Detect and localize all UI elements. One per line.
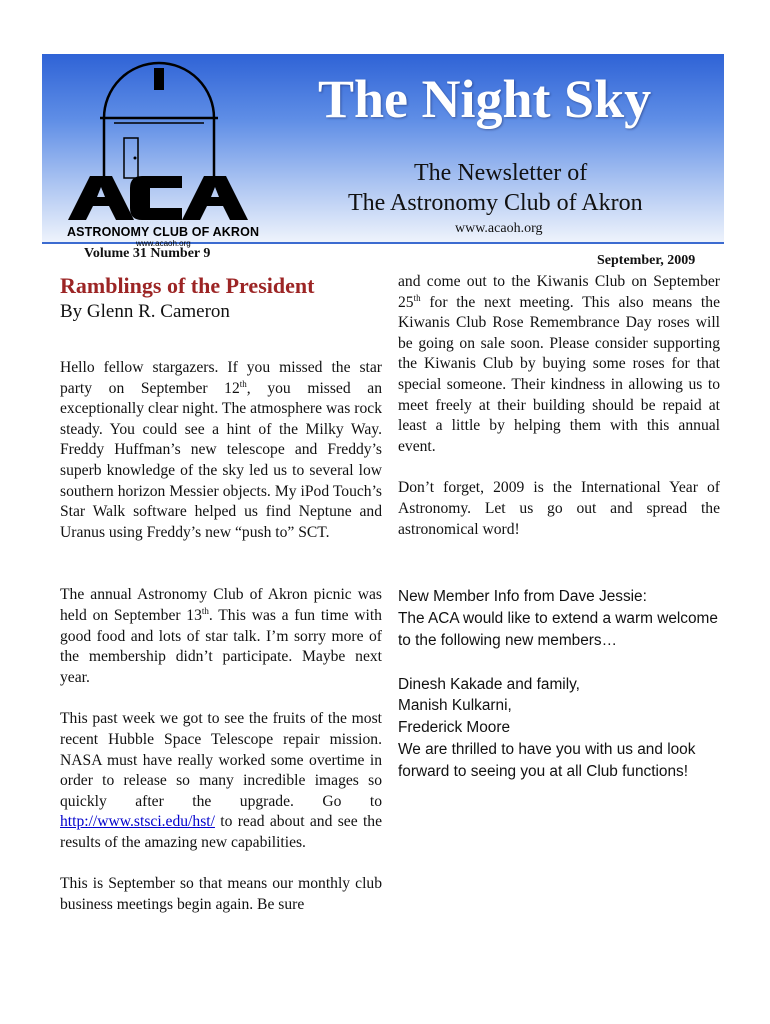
new-member-closing: We are thrilled to have you with us and look forward to seeing you at all Club functions! [398, 740, 696, 780]
p1-text-b: , you missed an exceptionally clear night. The atmosphere was rock steady. You could see a hint of the Milky Way. Freddy Huffman’s new telescope and Freddy’s superb knowledge of the sky led us to several low southern horizon Messier objects. My iPod Touch’s Star Walk software helped us find Neptune and Uranus using Freddy’s new “push to” SCT. [60, 379, 382, 541]
paragraph-september: This is September so that means our monthly club business meetings begin again. Be sure [60, 875, 382, 914]
paragraph-kiwanis [398, 272, 720, 457]
paragraph-hubble [60, 709, 382, 853]
new-member-section [398, 586, 720, 782]
p2-sup: th [201, 605, 209, 616]
new-member-heading: New Member Info from Dave Jessie: [398, 588, 647, 606]
issue-number: Volume 31 Number 9 [84, 246, 211, 261]
dome-slit [154, 68, 164, 90]
p2-text-a: The annual Astronomy Club of Akron picnic was held on September 13 [60, 586, 382, 624]
p2-text-b: . This was a fun time with good food and lots of star talk. I’m sorry more of the membership didn’t participate. Maybe next year. [60, 606, 382, 686]
r1-text-b: for the next meeting. This also means the Kiwanis Club Rose Remembrance Day roses will be going on sale soon. Please consider supporting the Kiwanis Club by buying some roses for that special someone. Their kindness in allowing us to meet freely at their building should be repaid at least a little by helping them with this annual event. [398, 293, 720, 455]
logo-url: www.acaoh.org [136, 239, 191, 248]
r1-sup: th [413, 292, 421, 303]
stsci-link[interactable]: http://www.stsci.edu/hst/ [60, 813, 215, 831]
newsletter-title: The Night Sky [318, 69, 652, 129]
paragraph-star-party [60, 358, 382, 543]
p3-text-b: to read about and see the results of the amazing new capabilities. [60, 813, 382, 851]
r1-text-a: and come out to the Kiwanis Club on September 25 [398, 273, 720, 311]
website-url[interactable]: www.acaoh.org [455, 221, 543, 236]
new-member-name: Dinesh Kakade and family, [398, 675, 580, 693]
issue-date: September, 2009 [597, 253, 696, 268]
paragraph-picnic [60, 585, 382, 688]
aca-a-left [68, 176, 134, 220]
new-member-name: Frederick Moore [398, 719, 511, 737]
article-byline: By Glenn R. Cameron [60, 301, 230, 322]
logo-club-name: ASTRONOMY CLUB OF AKRON [67, 225, 259, 239]
p3-text-a: This past week we got to see the fruits of the most recent Hubble Space Telescope repair mission. NASA must have really worked some overtime in order to release so many incredible images so quickly after the upgrade. Go to [60, 710, 382, 810]
paragraph-iya: Don’t forget, 2009 is the International Year of Astronomy. Let us go out and spread the astronomical word! [398, 479, 720, 538]
subtitle-line-2: The Astronomy Club of Akron [348, 190, 643, 216]
aca-a-right [182, 176, 248, 220]
new-member-name: Manish Kulkarni, [398, 697, 512, 715]
left-column [60, 272, 382, 916]
p1-text-a: Hello fellow stargazers. If you missed the star party on September 12 [60, 359, 382, 397]
subtitle-line-1: The Newsletter of [414, 160, 588, 186]
right-column [398, 272, 720, 783]
new-member-intro: The ACA would like to extend a warm welcome to the following new members… [398, 609, 718, 649]
aca-observatory-logo [64, 58, 274, 248]
article-title: Ramblings of the President [60, 273, 315, 298]
p1-sup: th [239, 378, 247, 389]
aca-c [130, 176, 182, 220]
